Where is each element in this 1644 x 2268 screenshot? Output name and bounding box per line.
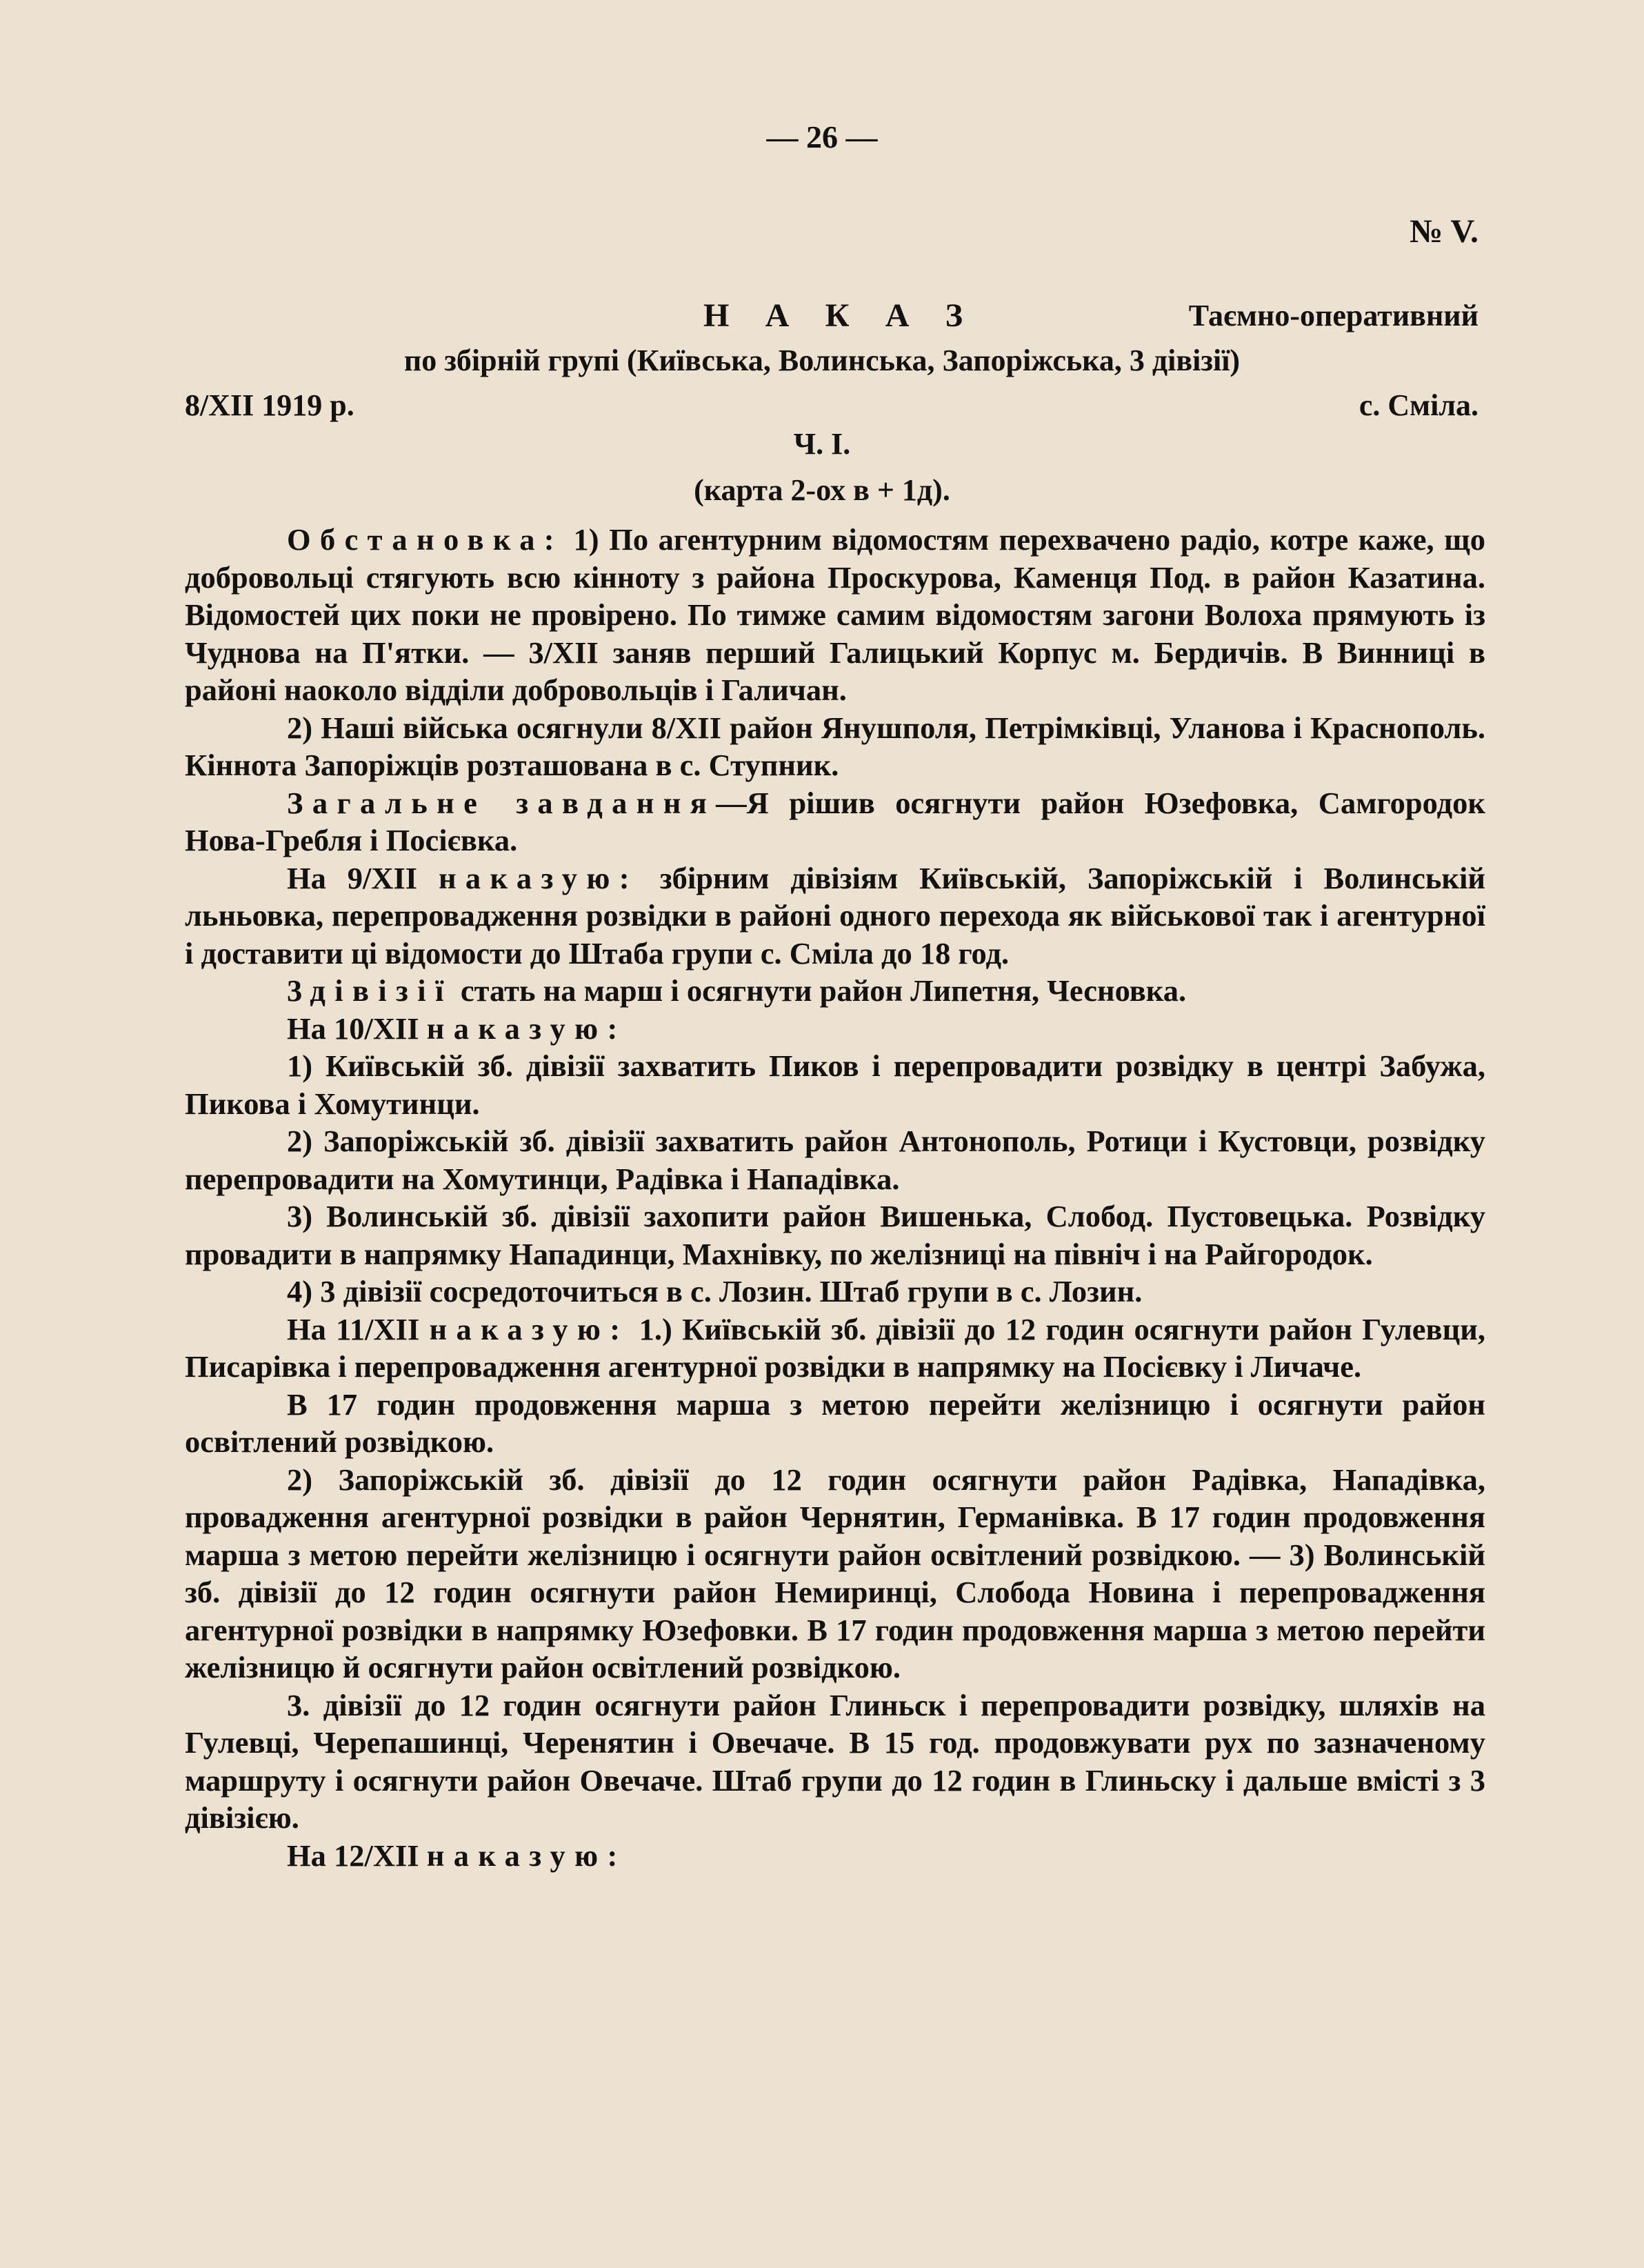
paragraph [185, 972, 1485, 1010]
text: 1) По агентурним відомостям перехвачено радіо, котре каже, що добровольці стягують всю кінноту з района Проскурова, Каменця Под. в район Казатина. Відомостей цих поки не провірено. По тимже самим відомостям загони Волоха прямують із Чуднова на П'ятки. — 3/XII заняв перший Галицький Корпус м. Бердичів. В Винниці в районі наоколо відділи добровольців і Галичан. [185, 522, 1485, 707]
paragraph [185, 1311, 1485, 1386]
lead: Загальне завдання [287, 785, 716, 820]
order-place: с. Сміла. [1359, 388, 1478, 422]
paragraph [185, 1122, 1485, 1197]
paragraph [185, 1386, 1485, 1461]
paragraph [185, 1047, 1485, 1122]
text: стать на марш і осягнути район Липетня, Чесновка. [452, 973, 1187, 1008]
classification-label: Таємно-оперативний [1188, 299, 1478, 332]
paragraph [185, 521, 1485, 709]
text: збірним дівізіям Київській, Запоріжській і Волинській льньовка, перепровадження розвідки в районі одного перехода як військової так і агентурної і доставити ці відомости до Штаба групи с. Сміла до 18 год. [185, 860, 1485, 971]
part-label: Ч. І. [793, 427, 851, 461]
paragraph [185, 1837, 1485, 1875]
text: 4) 3 дівізії сосредоточиться в с. Лозин. Штаб групи в с. Лозин. [287, 1274, 1143, 1309]
text: —Я рішив осягнути район Юзефовка, Самгородок Нова-Гребля і Посієвка. [185, 785, 1485, 857]
text: 1.) Київській зб. дівізії до 12 годин осягнути район Гулевци, Писарівка і перепровадження агентурної розвідки в напрямку на Посієвку і Личаче. [185, 1311, 1485, 1384]
order-date: 8/XII 1919 р. [185, 388, 354, 422]
order-subtitle: по збірній групі (Київська, Волинська, Запоріжська, 3 дівізії) [403, 344, 1241, 377]
map-reference: (карта 2-ох в + 1д). [694, 473, 950, 507]
text: 1) Київській зб. дівізії захватить Пиков і перепровадити розвідку в центрі Забужа, Пикова і Хомутинци. [185, 1048, 1485, 1121]
spaced: наказую: [438, 860, 639, 895]
paragraph [185, 1273, 1485, 1311]
lead: Обстановка: [287, 522, 563, 557]
text: 3. дівізії до 12 годин осягнути район Глиньск і перепровадити розвідку, шляхів на Гулевці, Черепашинці, Черенятин і Овечаче. В 15 год. продовжувати рух по зазначеному маршруту і осягнути район Овечаче. Штаб групи до 12 годин в Глиньску і дальше вмісті з 3 дівізією. [185, 1687, 1485, 1835]
text: 2) Запоріжській зб. дівізії до 12 годин осягнути район Радівка, Нападівка, провадження агентурної розвідки в район Чернятин, Германівка. В 17 годин продовження марша з метою перейти желізницю і осягнути район освітлений розвідкою. — 3) Волинській зб. дівізії до 12 годин осягнути район Немиринці, Слобода Новина і перепровадження агентурної розвідки в напрямку Юзефовки. В 17 годин продовження марша з метою перейти желізницю й осягнути район освітлений розвідкою. [185, 1462, 1485, 1684]
paragraph [185, 1461, 1485, 1687]
order-title: Н А К А З [703, 297, 977, 334]
pre: 3 [287, 973, 310, 1008]
paragraph [185, 859, 1485, 973]
spaced: дівізії [310, 973, 453, 1008]
pre: На 12/XII [287, 1838, 427, 1873]
text: 2) Запоріжській зб. дівізії захватить район Антонополь, Ротици і Кустовци, розвідку перепровадити на Хомутинци, Радівка і Нападівка. [185, 1124, 1485, 1196]
pre: На 9/XII [287, 860, 439, 895]
paragraph [185, 1010, 1485, 1048]
order-body [185, 521, 1485, 1874]
pre: На 10/XII [287, 1011, 427, 1046]
text: 2) Наші війська осягнули 8/XII район Янушполя, Петрімківці, Уланова і Краснополь. Кіннота Запоріжців розташована в с. Ступник. [185, 710, 1485, 782]
page-number: — 26 — [766, 119, 878, 155]
spaced: наказую: [426, 1011, 627, 1046]
text: 3) Волинській зб. дівізії захопити район Вишенька, Слобод. Пустовецька. Розвідку провадити в напрямку Нападинци, Махнівку, по желізниці на північ і на Райгородок. [185, 1199, 1485, 1271]
spaced: наказую: [426, 1838, 627, 1873]
document-number: № V. [1410, 213, 1478, 250]
spaced: наказую: [429, 1311, 630, 1346]
paragraph [185, 1197, 1485, 1273]
paragraph [185, 784, 1485, 859]
text: В 17 годин продовження марша з метою перейти желізницю і осягнути район освітлений розвідкою. [185, 1386, 1485, 1459]
paragraph [185, 1687, 1485, 1837]
pre: На 11/XII [287, 1311, 430, 1346]
paragraph [185, 709, 1485, 784]
